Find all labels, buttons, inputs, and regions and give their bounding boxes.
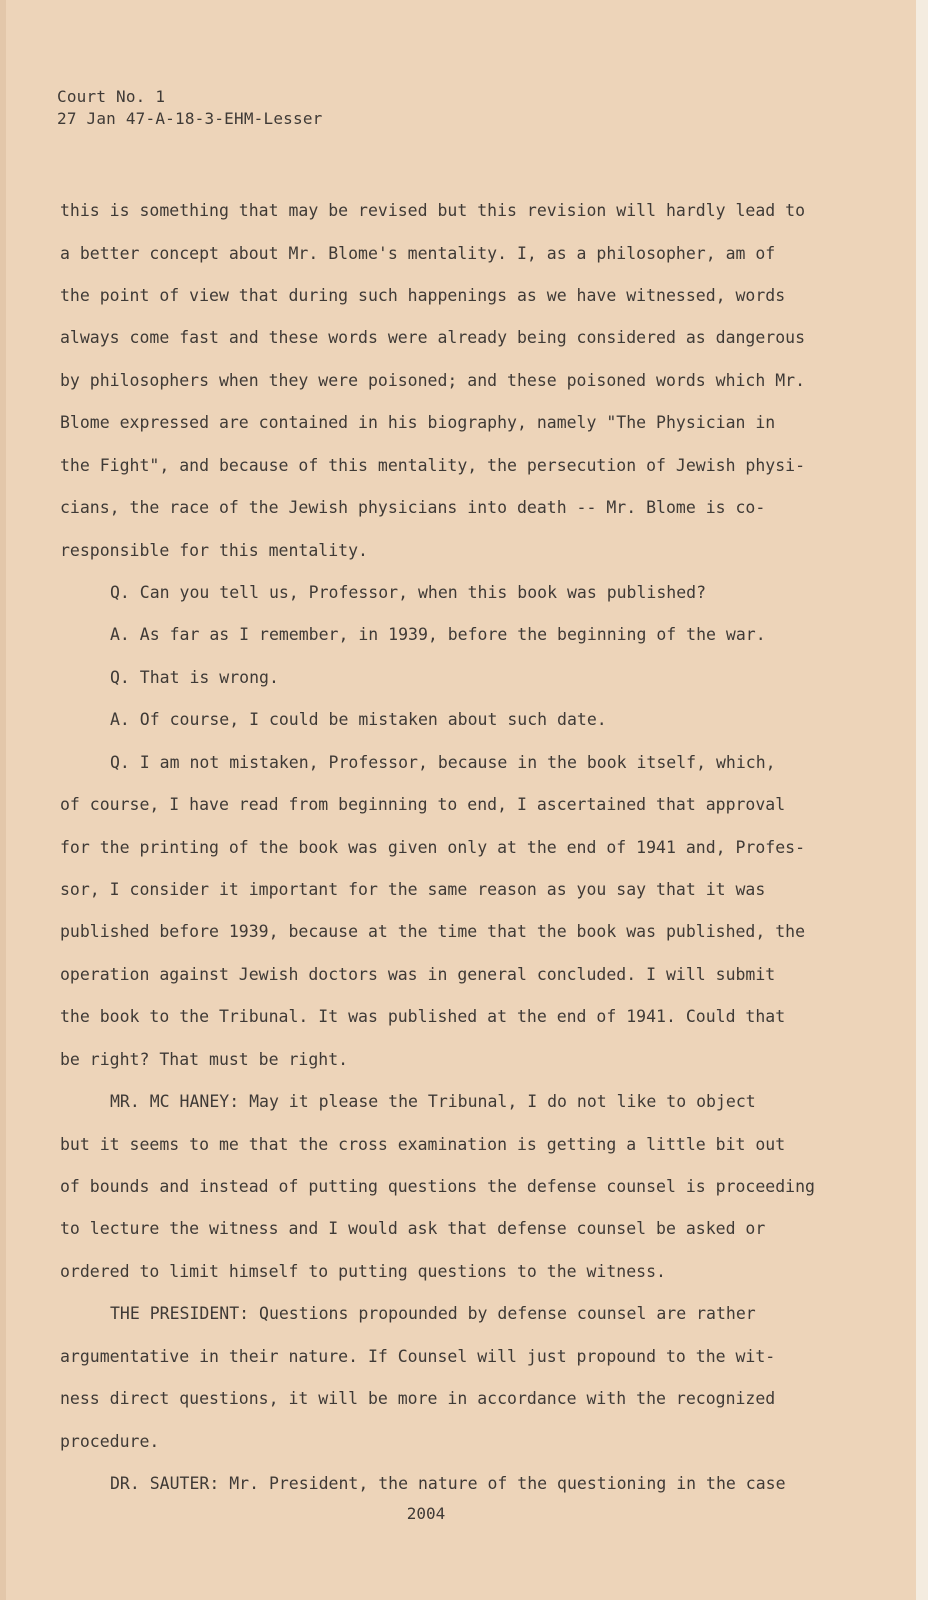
text-line: to lecture the witness and I would ask that defense counsel be asked or [60, 1219, 766, 1238]
text-line: Q. That is wrong. [110, 668, 279, 687]
text-line: the point of view that during such happenings as we have witnessed, words [60, 286, 786, 305]
text-line: ordered to limit himself to putting questions to the witness. [60, 1262, 666, 1281]
text-line: published before 1939, because at the time that the book was published, the [60, 922, 806, 941]
text-line: ness direct questions, it will be more in accordance with the recognized [60, 1389, 776, 1408]
document-reference: 27 Jan 47-A-18-3-EHM-Lesser [57, 109, 323, 128]
page-right-edge [916, 0, 928, 1600]
text-line: always come fast and these words were already being considered as dangerous [60, 328, 806, 347]
text-line: Q. I am not mistaken, Professor, because in the book itself, which, [110, 753, 776, 772]
text-line: Q. Can you tell us, Professor, when this book was published? [110, 583, 707, 602]
text-line: the book to the Tribunal. It was published at the end of 1941. Could that [60, 1007, 786, 1026]
text-line: for the printing of the book was given only at the end of 1941 and, Profes- [60, 838, 806, 857]
text-line: but it seems to me that the cross examination is getting a little bit out [60, 1135, 786, 1154]
text-line: of course, I have read from beginning to end, I ascertained that approval [60, 795, 786, 814]
text-line: A. Of course, I could be mistaken about such date. [110, 710, 607, 729]
page-number: 2004 [406, 1504, 446, 1523]
text-line: THE PRESIDENT: Questions propounded by defense counsel are rather [110, 1304, 756, 1323]
text-line: responsible for this mentality. [60, 541, 368, 560]
page-footer [0, 1504, 928, 1523]
text-line: Blome expressed are contained in his biography, namely "The Physician in [60, 413, 776, 432]
text-line: be right? That must be right. [60, 1050, 349, 1069]
text-line: this is something that may be revised but this revision will hardly lead to [60, 201, 806, 220]
text-line: a better concept about Mr. Blome's mentality. I, as a philosopher, am of [60, 244, 776, 263]
text-line: A. As far as I remember, in 1939, before the beginning of the war. [110, 625, 766, 644]
text-line: of bounds and instead of putting questions the defense counsel is proceeding [60, 1177, 815, 1196]
text-line: procedure. [60, 1432, 160, 1451]
court-number: Court No. 1 [57, 87, 166, 106]
text-line: the Fight", and because of this mentality, the persecution of Jewish physi- [60, 456, 806, 475]
text-line: cians, the race of the Jewish physicians into death -- Mr. Blome is co- [60, 498, 766, 517]
text-line: by philosophers when they were poisoned; and these poisoned words which Mr. [60, 371, 806, 390]
text-line: DR. SAUTER: Mr. President, the nature of the questioning in the case [110, 1474, 786, 1493]
text-line: argumentative in their nature. If Counsel will just propound to the wit- [60, 1347, 776, 1366]
text-line: sor, I consider it important for the same reason as you say that it was [60, 880, 766, 899]
page-left-margin [0, 0, 6, 1600]
text-line: MR. MC HANEY: May it please the Tribunal, I do not like to object [110, 1092, 756, 1111]
document-header [57, 86, 323, 130]
text-line: operation against Jewish doctors was in general concluded. I will submit [60, 965, 776, 984]
